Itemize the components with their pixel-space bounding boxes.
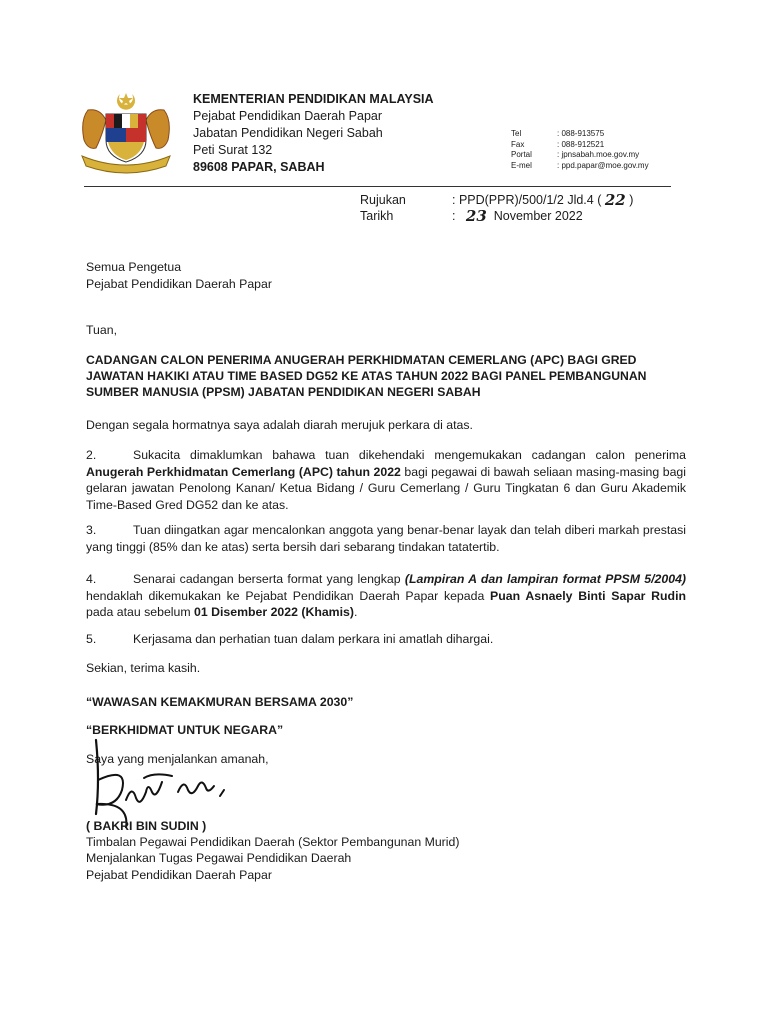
reference-number: Rujukan : PPD(PPR)/500/1/2 Jld.4 ( 22 ) [360, 191, 634, 209]
signatory-title-3: Pejabat Pendidikan Daerah Papar [86, 867, 272, 882]
signatory-title-1: Timbalan Pegawai Pendidikan Daerah (Sektor Pembangunan Murid) [86, 835, 460, 850]
paragraph-4: 4. Senarai cadangan berserta format yang lengkap (Lampiran A dan lampiran format PPSM 5/2004) hendaklah dikemukakan ke Pejabat Pendidikan Daerah Papar kepada Puan Asnaely Binti Sapar Rudin pada atau sebelum 01 Disember 2022 (Khamis). [86, 572, 687, 619]
reference-block [360, 192, 633, 224]
handwritten-reference: 22 [604, 191, 626, 209]
paragraph-2: 2. Sukacita dimaklumkan bahawa tuan dikehendaki mengemukakan cadangan calon penerima Anugerah Perkhidmatan Cemerlang (APC) tahun 2022 bagi pegawai di bawah seliaan masing-masing bagi gelaran jawatan Penolong Kanan/ Ketua Bidang / Guru Cemerlang / Guru Tingkatan 6 dan Guru Akademik Time-Based Gred DG52 dan ke atas. [86, 448, 687, 512]
slogan-wawasan: “WAWASAN KEMAKMURAN BERSAMA 2030” [86, 695, 354, 709]
salutation: Tuan, [86, 323, 117, 337]
trust-line: Saya yang menjalankan amanah, [86, 752, 269, 766]
paragraph-1: Dengan segala hormatnya saya adalah diarah merujuk perkara di atas. [86, 418, 473, 432]
contact-tel: Tel : 088-913575 [511, 129, 605, 138]
handwritten-day: 23 [465, 207, 487, 225]
malaysia-coat-of-arms-icon [76, 90, 176, 176]
contact-email: E-mel : ppd.papar@moe.gov.my [511, 160, 649, 170]
signature-icon [88, 738, 248, 828]
department-name: Jabatan Pendidikan Negeri Sabah [193, 126, 383, 140]
po-box: Peti Surat 132 [193, 143, 273, 157]
signatory-title-2: Menjalankan Tugas Pegawai Pendidikan Daerah [86, 851, 352, 866]
contact-portal: Portal : jpnsabah.moe.gov.my [511, 150, 640, 160]
subject-heading: CADANGAN CALON PENERIMA ANUGERAH PERKHIDMATAN CEMERLANG (APC) BAGI GRED JAWATAN HAKIKI ATAU TIME BASED DG52 KE ATAS TAHUN 2022 BAGI PANEL PEMBANGUNAN SUMBER MANUSIA (PPSM) JABATAN PENDIDIKAN NEGERI SABAH [86, 353, 647, 400]
slogan-berkhidmat: “BERKHIDMAT UNTUK NEGARA” [86, 723, 284, 737]
organisation-address [193, 91, 434, 176]
office-name: Pejabat Pendidikan Daerah Papar [193, 109, 383, 123]
signatory-name: ( BAKRI BIN SUDIN ) [86, 819, 207, 833]
letterhead-divider [84, 186, 671, 187]
recipient-address: Semua Pengetua Pejabat Pendidikan Daerah Papar [86, 260, 272, 291]
paragraph-3: 3. Tuan diingatkan agar mencalonkan anggota yang benar-benar layak dan telah diberi markah prestasi yang tinggi (85% dan ke atas) serta bersih dari sebarang tindakan tatatertib. [86, 523, 686, 554]
reference-date: Tarikh : 23 November 2022 [360, 207, 583, 225]
postcode-city: 89608 PAPAR, SABAH [193, 160, 325, 174]
contact-details [511, 129, 649, 171]
paragraph-5: 5. Kerjasama dan perhatian tuan dalam perkara ini amatlah dihargai. [86, 632, 494, 646]
closing-line: Sekian, terima kasih. [86, 661, 201, 675]
signatory-block [86, 818, 686, 883]
ministry-name: KEMENTERIAN PENDIDIKAN MALAYSIA [193, 92, 434, 106]
contact-fax: Fax : 088-912521 [511, 139, 605, 149]
